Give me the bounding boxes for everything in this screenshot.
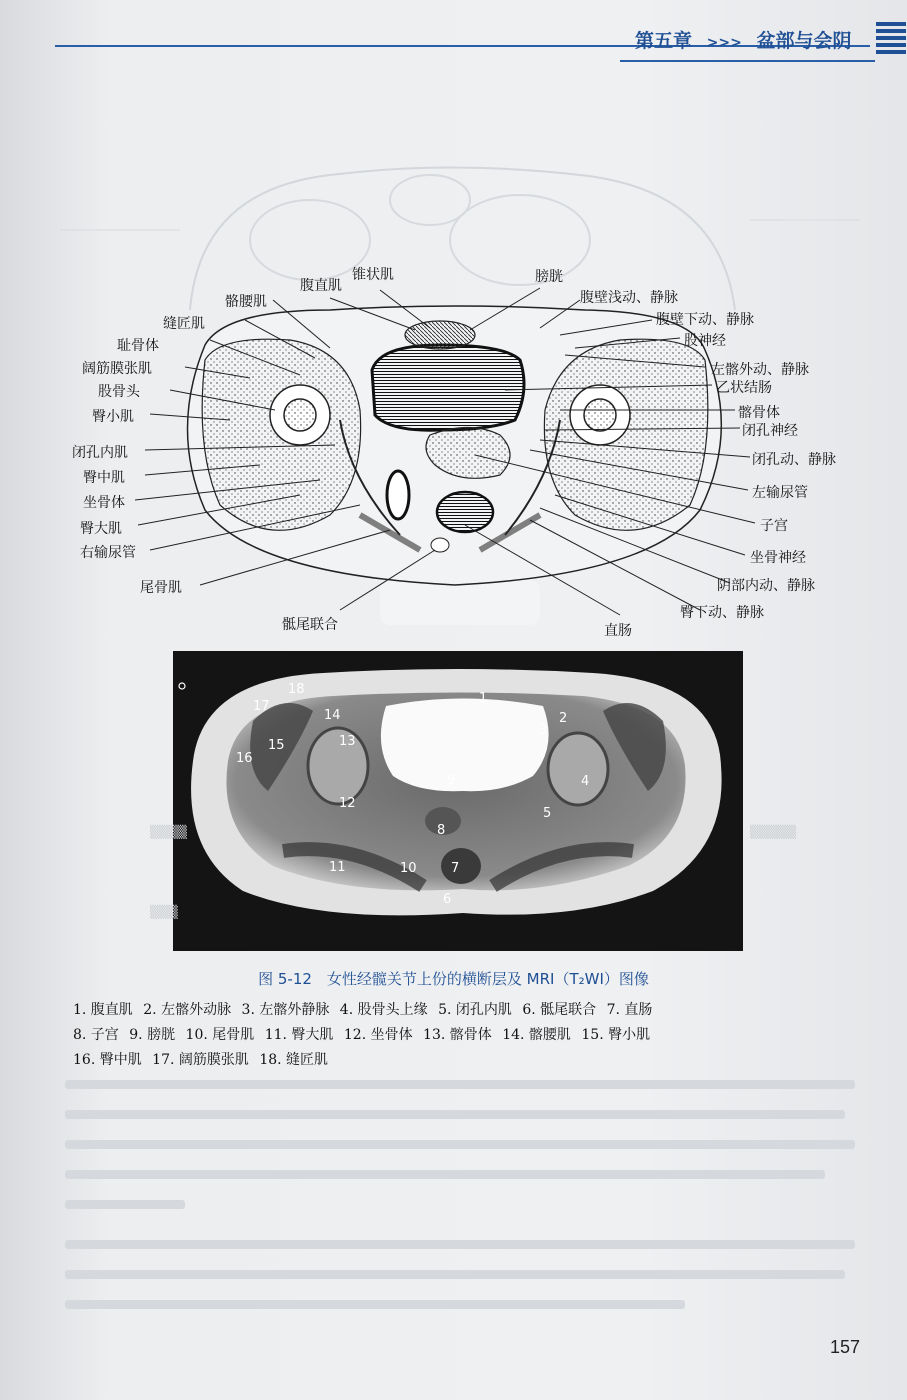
mri-label-2: 2 — [559, 711, 568, 726]
label-ischial-body: 坐骨体 — [83, 495, 125, 511]
legend-item: 16. 臀中肌 — [73, 1052, 142, 1068]
legend-item: 18. 缝匠肌 — [259, 1052, 329, 1068]
mri-label-3: 3 — [539, 723, 548, 738]
chapter-number: 第五章 — [635, 30, 693, 52]
bleed-through-paragraphs — [65, 1080, 865, 1320]
legend-item: 17. 阔筋膜张肌 — [152, 1052, 249, 1068]
mri-label-10: 10 — [400, 861, 417, 876]
label-pyramidalis: 锥状肌 — [352, 267, 394, 283]
legend-item: 7. 直肠 — [606, 1002, 653, 1018]
mri-label-16: 16 — [236, 751, 253, 766]
label-sartorius: 缝匠肌 — [163, 316, 205, 332]
mri-image — [173, 651, 743, 951]
label-sciatic-nerve: 坐骨神经 — [750, 550, 806, 566]
label-bladder: 膀胱 — [535, 269, 563, 285]
legend-item: 13. 髂骨体 — [423, 1027, 492, 1043]
label-gluteus-medius: 臀中肌 — [83, 470, 125, 486]
label-iliopsoas: 骼腰肌 — [225, 294, 267, 310]
figure-caption: 图 5-12 女性经髋关节上份的横断层及 MRI（T₂WI）图像 — [258, 970, 649, 988]
legend-item: 10. 尾骨肌 — [185, 1027, 255, 1043]
page-number: 157 — [829, 1337, 860, 1357]
label-inferior-gluteal: 臀下动、静脉 — [680, 605, 764, 621]
label-coccygeus: 尾骨肌 — [140, 580, 182, 596]
legend-item: 15. 臀小肌 — [581, 1027, 651, 1043]
label-pubic-body: 耻骨体 — [117, 338, 159, 354]
legend-item: 11. 臀大肌 — [264, 1027, 334, 1043]
chapter-header — [635, 26, 851, 53]
label-iliac-body: 髂骨体 — [738, 405, 780, 421]
label-obturator-internus: 闭孔内肌 — [72, 445, 128, 461]
label-sacrococcygeal-joint: 骶尾联合 — [282, 617, 338, 633]
label-inferior-epigastric: 腹壁下动、静脉 — [656, 312, 754, 328]
mri-label-1: 1 — [479, 691, 488, 706]
label-uterus: 子宫 — [760, 518, 788, 534]
mri-scan-graphic — [173, 651, 743, 951]
label-internal-pudendal: 阴部内动、静脉 — [717, 578, 815, 594]
mri-label-5: 5 — [543, 806, 552, 821]
chapter-arrows: >>> — [706, 35, 742, 51]
legend-item: 3. 左髂外静脉 — [241, 1002, 330, 1018]
chapter-section: 盆部与会阴 — [756, 30, 852, 52]
label-obturator-nerve: 闭孔神经 — [742, 423, 798, 439]
legend-item: 6. 骶尾联合 — [522, 1002, 597, 1018]
label-gluteus-maximus: 臀大肌 — [80, 521, 122, 537]
legend-item: 9. 膀胱 — [129, 1027, 176, 1043]
label-left-ureter: 左输尿管 — [752, 485, 808, 501]
legend-item: 14. 髂腰肌 — [502, 1027, 571, 1043]
bleed-through-text: ▒▒▒▒ — [150, 825, 187, 839]
bleed-through-text: ▒▒▒ — [150, 905, 178, 919]
legend-item: 12. 坐骨体 — [343, 1027, 413, 1043]
mri-label-15: 15 — [268, 738, 285, 753]
label-obturator-vessels: 闭孔动、静脉 — [752, 452, 836, 468]
header-bars-decoration — [876, 22, 906, 64]
mri-label-11: 11 — [329, 860, 346, 875]
label-rectus-abdominis: 腹直肌 — [300, 278, 342, 294]
figure-legend — [73, 998, 853, 1073]
mri-label-9: 9 — [447, 773, 456, 788]
label-femoral-head: 股骨头 — [98, 384, 140, 400]
label-right-ureter: 右输尿管 — [80, 545, 136, 561]
legend-item: 4. 股骨头上缘 — [339, 1002, 428, 1018]
label-sigmoid-colon: 乙状结肠 — [716, 380, 772, 396]
mri-label-13: 13 — [339, 734, 356, 749]
mri-label-14: 14 — [324, 708, 341, 723]
mri-label-4: 4 — [581, 774, 590, 789]
legend-item: 1. 腹直肌 — [73, 1002, 133, 1018]
label-rectum: 直肠 — [604, 623, 632, 639]
bleed-through-text: ▒▒▒▒▒ — [750, 825, 797, 839]
mri-label-7: 7 — [451, 861, 460, 876]
label-femoral-nerve: 股神经 — [684, 333, 726, 349]
label-left-external-iliac: 左髂外动、静脉 — [711, 362, 809, 378]
legend-item: 2. 左髂外动脉 — [143, 1002, 232, 1018]
label-gluteus-minimus: 臀小肌 — [92, 409, 134, 425]
legend-item: 8. 子宫 — [73, 1027, 119, 1043]
legend-item: 5. 闭孔内肌 — [438, 1002, 512, 1018]
mri-label-8: 8 — [437, 823, 446, 838]
mri-label-18: 18 — [288, 682, 305, 697]
label-superficial-epigastric: 腹壁浅动、静脉 — [580, 290, 678, 306]
mri-label-6: 6 — [443, 892, 452, 907]
label-tensor-fasciae-latae: 阔筋膜张肌 — [82, 361, 152, 377]
mri-label-17: 17 — [253, 699, 270, 714]
mri-label-12: 12 — [339, 796, 356, 811]
